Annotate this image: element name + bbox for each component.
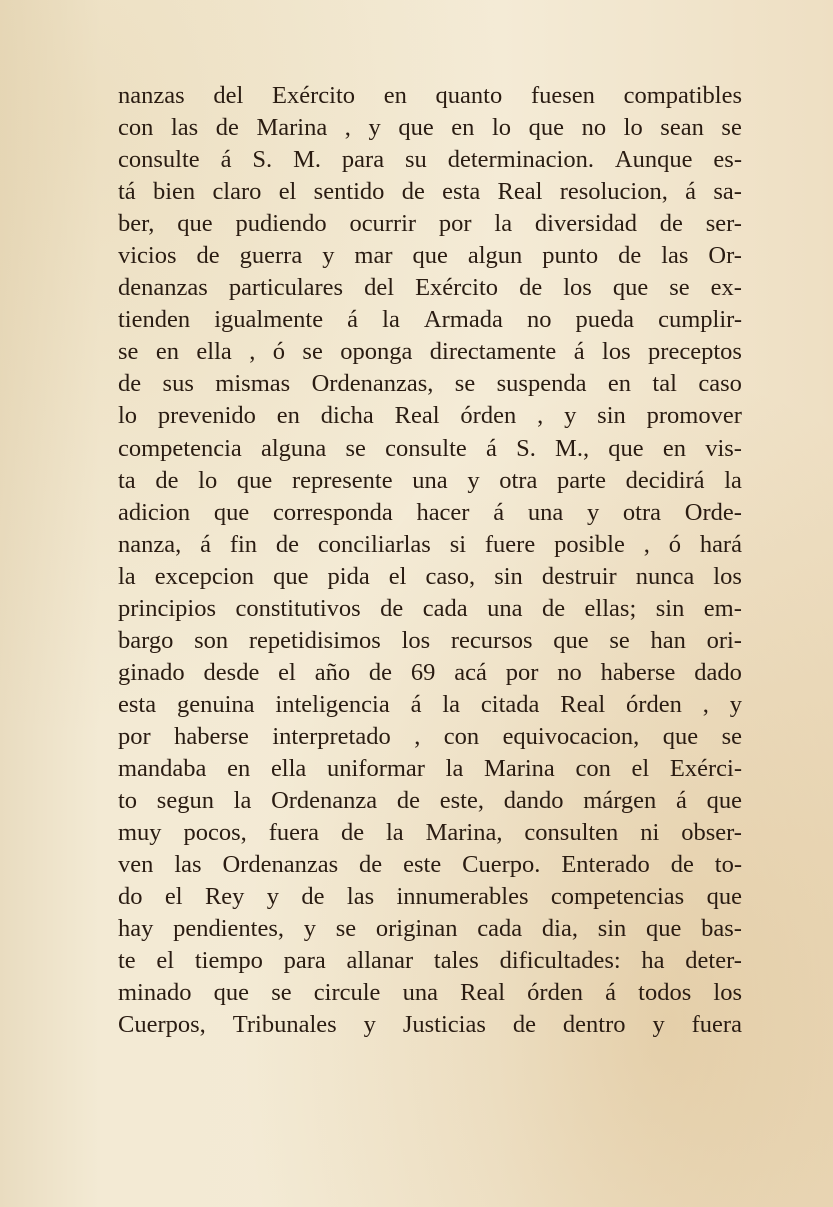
text-line: competencia alguna se consulte á S. M., que en vis- [118, 434, 742, 462]
text-line: se en ella , ó se oponga directamente á los preceptos [118, 338, 742, 366]
text-line: tá bien claro el sentido de esta Real resolucion, á sa- [118, 178, 742, 206]
text-line: consulte á S. M. para su determinacion. Aunque es- [118, 146, 742, 174]
text-line: por haberse interpretado , con equivocacion, que se [118, 722, 742, 750]
text-line: con las de Marina , y que en lo que no lo sean se [118, 114, 742, 142]
text-line: ginado desde el año de 69 acá por no haberse dado [118, 658, 742, 686]
text-line: ber, que pudiendo ocurrir por la diversidad de ser- [118, 210, 742, 238]
text-line: minado que se circule una Real órden á todos los [118, 979, 742, 1007]
text-line: adicion que corresponda hacer á una y otra Orde- [118, 498, 742, 526]
text-line: vicios de guerra y mar que algun punto de las Or- [118, 242, 742, 270]
text-line: Cuerpos, Tribunales y Justicias de dentro y fuera [118, 1011, 742, 1039]
text-line: to segun la Ordenanza de este, dando márgen á que [118, 787, 742, 815]
text-line: principios constitutivos de cada una de ellas; sin em- [118, 594, 742, 622]
text-line: la excepcion que pida el caso, sin destruir nunca los [118, 562, 742, 590]
text-line: nanza, á fin de conciliarlas si fuere posible , ó hará [118, 530, 742, 558]
text-line: mandaba en ella uniformar la Marina con el Exérci- [118, 754, 742, 782]
text-line: te el tiempo para allanar tales dificultades: ha deter- [118, 947, 742, 975]
text-line: nanzas del Exército en quanto fuesen compatibles [118, 82, 742, 109]
text-line: bargo son repetidisimos los recursos que se han ori- [118, 626, 742, 654]
text-line: ta de lo que represente una y otra parte decidirá la [118, 466, 742, 494]
text-line: denanzas particulares del Exército de los que se ex- [118, 274, 742, 302]
text-line: muy pocos, fuera de la Marina, consulten ni obser- [118, 819, 742, 847]
text-line: ven las Ordenanzas de este Cuerpo. Enterado de to- [118, 851, 742, 879]
body-text [118, 80, 742, 1041]
text-line: de sus mismas Ordenanzas, se suspenda en tal caso [118, 370, 742, 398]
text-line: hay pendientes, y se originan cada dia, sin que bas- [118, 915, 742, 943]
text-line: tienden igualmente á la Armada no pueda cumplir- [118, 306, 742, 334]
text-line: do el Rey y de las innumerables competencias que [118, 883, 742, 911]
text-line: esta genuina inteligencia á la citada Real órden , y [118, 690, 742, 718]
text-line: lo prevenido en dicha Real órden , y sin promover [118, 402, 742, 430]
show-through-text [0, 716, 125, 806]
